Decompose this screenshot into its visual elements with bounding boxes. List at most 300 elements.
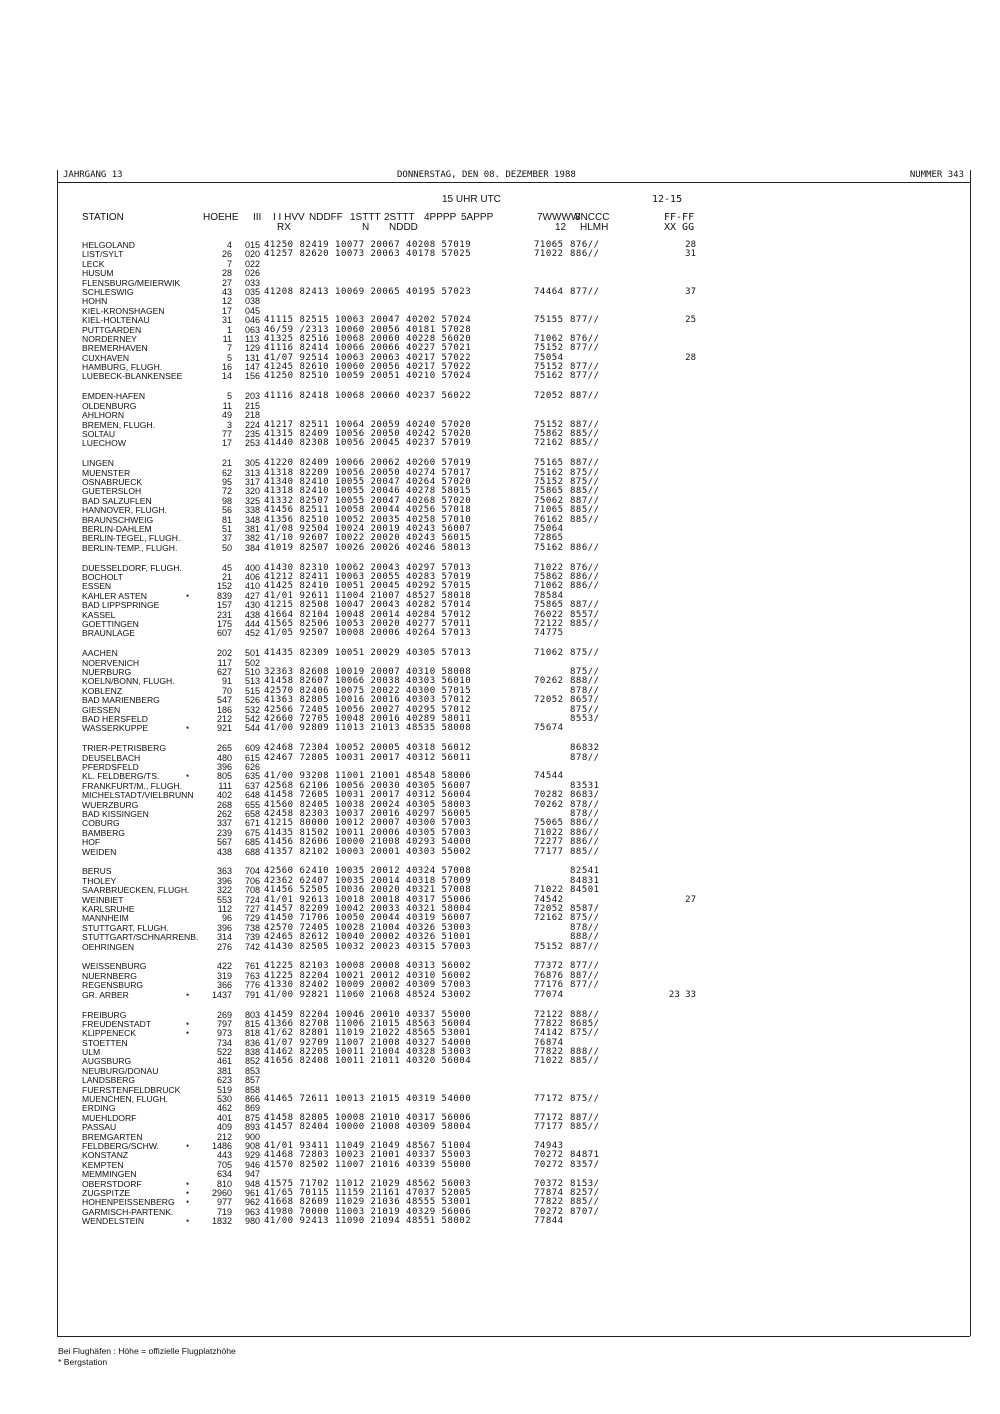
station-id: 763: [245, 970, 261, 981]
station-id: 113: [245, 333, 260, 344]
station-name: KONSTANZ: [82, 1150, 129, 1161]
station-height: 11: [222, 333, 232, 344]
station-id: 724: [245, 894, 261, 905]
observation-groups: 42570 72405 10028 21004 40326 53003: [264, 922, 472, 933]
station-name: MICHELSTADT/VIELBRUNN: [82, 790, 194, 801]
station-row: [0, 307, 1000, 316]
observation-groups: 42465 82612 10040 20002 40326 51001: [264, 932, 472, 943]
mountain-marker: •: [186, 1028, 190, 1039]
station-id: 063: [245, 324, 261, 335]
observation-groups: 41465 72611 10013 21015 40319 54000: [264, 1094, 472, 1105]
station-id: 430: [245, 600, 261, 611]
station-group: [0, 564, 1000, 639]
station-id: 542: [245, 713, 261, 724]
station-row: [0, 1180, 1000, 1189]
station-row: [0, 582, 1000, 591]
station-height: 268: [216, 799, 232, 810]
station-id: 320: [245, 486, 261, 497]
frame-top-rule: [57, 182, 970, 183]
footnote-airport: Bei Flughäfen : Höhe = offizielle Flugplatzhöhe: [58, 1346, 236, 1356]
station-row: [0, 905, 1000, 914]
weather-group: 77844: [534, 1216, 564, 1227]
station-id: 438: [245, 609, 261, 620]
station-id: 515: [245, 685, 261, 696]
station-name: BREMGARTEN: [82, 1131, 143, 1142]
station-id: 609: [245, 743, 261, 754]
station-height: 16: [221, 362, 232, 373]
observation-groups: 41430 82505 10032 20023 40315 57003: [264, 941, 472, 952]
station-height: 705: [216, 1159, 232, 1170]
station-height: 422: [216, 961, 232, 972]
observation-groups: 41116 82418 10068 20060 40237 56022: [264, 391, 472, 402]
weather-group: 70262: [534, 676, 564, 687]
cloud-group: 887//: [570, 941, 600, 952]
station-height: 462: [216, 1103, 232, 1114]
header-utc: 15 UHR UTC: [442, 194, 501, 205]
station-height: 202: [216, 648, 232, 659]
station-row: [0, 469, 1000, 478]
observation-groups: 41325 82516 10068 20060 40228 56020: [264, 333, 472, 344]
gust-group: 37: [685, 286, 696, 297]
station-height: 28: [221, 268, 232, 279]
cloud-group: 886//: [570, 837, 600, 848]
station-name: LUECHOW: [82, 438, 126, 449]
station-height: 262: [216, 808, 232, 819]
station-name: LANDSBERG: [82, 1075, 136, 1086]
weather-group: 72122: [534, 618, 564, 629]
station-row: [0, 421, 1000, 430]
weather-group: 77074: [534, 989, 564, 1000]
cloud-group: 82541: [570, 866, 600, 877]
station-row: [0, 1123, 1000, 1132]
station-name: FELDBERG/SCHW.: [82, 1140, 159, 1151]
station-height: 5: [226, 391, 232, 402]
weather-group: 74775: [534, 628, 564, 639]
cloud-group: 84871: [570, 1150, 600, 1161]
station-row: [0, 744, 1000, 753]
cloud-group: 885//: [570, 1056, 600, 1067]
station-height: 21: [221, 458, 232, 469]
station-height: 381: [216, 1065, 232, 1076]
station-name: HOF: [82, 837, 101, 848]
station-id: 452: [245, 628, 261, 639]
observation-groups: 41215 82508 10047 20043 40282 57014: [264, 600, 472, 611]
station-row: [0, 1039, 1000, 1048]
station-row: [0, 715, 1000, 724]
weather-group: 75165: [534, 458, 564, 469]
station-id: 444: [245, 618, 261, 629]
station-row: [0, 1029, 1000, 1038]
station-id: 381: [245, 523, 261, 534]
station-row: [0, 896, 1000, 905]
station-row: [0, 724, 1000, 733]
station-group: [0, 962, 1000, 1000]
station-name: BAD KISSINGEN: [82, 808, 149, 819]
cloud-group: 8557/: [570, 609, 600, 620]
station-row: [0, 943, 1000, 952]
station-height: 175: [216, 618, 232, 629]
observation-groups: 41/10 92607 10022 20020 40243 56015: [264, 533, 472, 544]
station-height: 401: [216, 1112, 232, 1123]
station-id: 853: [245, 1065, 261, 1076]
station-height: 14: [221, 371, 232, 382]
station-name: TRIER-PETRISBERG: [82, 743, 167, 754]
station-row: [0, 316, 1000, 325]
station-height: 519: [216, 1084, 232, 1095]
issue-year: JAHRGANG 13: [63, 170, 123, 180]
weather-group: 75152: [534, 476, 564, 487]
observation-groups: 41459 82204 10046 20010 40337 55000: [264, 1009, 472, 1020]
station-row: [0, 402, 1000, 411]
mountain-marker: •: [186, 1197, 190, 1208]
station-id: 688: [245, 846, 261, 857]
cloud-group: 877//: [570, 343, 600, 354]
observation-groups: 41560 82405 10038 20024 40305 58003: [264, 799, 472, 810]
weather-group: 71062: [534, 333, 564, 344]
station-id: 215: [245, 400, 261, 411]
weather-group: 75162: [534, 467, 564, 478]
weather-group: 71062: [534, 648, 564, 659]
observation-groups: 41570 82502 11007 21016 40339 55000: [264, 1159, 472, 1170]
station-name: MUEHLDORF: [82, 1112, 137, 1123]
gust-group: 25: [685, 315, 696, 326]
station-name: KLIPPENECK: [82, 1028, 136, 1039]
observation-groups: 41458 72605 10031 20017 40312 56004: [264, 790, 472, 801]
observation-groups: 41575 71702 11012 21029 48562 56003: [264, 1178, 472, 1189]
station-name: BAD LIPPSPRINGE: [82, 600, 160, 611]
station-name: ULM: [82, 1047, 101, 1058]
weather-group: 75862: [534, 428, 564, 439]
cloud-group: 885//: [570, 618, 600, 629]
observation-groups: 41225 82204 10021 20012 40310 56002: [264, 970, 472, 981]
gust-group: 28: [685, 352, 696, 363]
station-name: OEHRINGEN: [82, 941, 135, 952]
station-name: HOHN: [82, 296, 108, 307]
station-name: KIEL-KRONSHAGEN: [82, 305, 165, 316]
observation-groups: 41430 82310 10062 20043 40297 57013: [264, 562, 472, 573]
issue-number: NUMMER 343: [909, 170, 964, 180]
weather-group: 75152: [534, 362, 564, 373]
station-height: 480: [216, 752, 232, 763]
cloud-group: 878//: [570, 685, 600, 696]
cloud-group: 875//: [570, 476, 600, 487]
station-row: [0, 335, 1000, 344]
station-height: 553: [216, 894, 232, 905]
station-name: BAD HERSFELD: [82, 713, 148, 724]
cloud-group: 877//: [570, 980, 600, 991]
observation-groups: 42568 62106 10056 20030 40305 56007: [264, 780, 472, 791]
cloud-group: 887//: [570, 419, 600, 430]
station-name: NUERNBERG: [82, 970, 137, 981]
header-1sttt: 1STTT: [350, 212, 381, 223]
cloud-group: 8357/: [570, 1159, 600, 1170]
station-height: 17: [221, 438, 232, 449]
cloud-group: 886//: [570, 818, 600, 829]
observation-groups: 42570 82406 10075 20022 40300 57015: [264, 685, 472, 696]
observation-groups: 41366 82708 11006 21015 48563 56004: [264, 1018, 472, 1029]
station-row: [0, 1142, 1000, 1151]
cloud-group: 8707/: [570, 1206, 600, 1217]
station-height: 51: [221, 523, 232, 534]
station-height: 977: [216, 1197, 232, 1208]
station-name: BOCHOLT: [82, 572, 123, 582]
observation-groups: 41/01 92611 11004 21007 48527 58018: [264, 590, 472, 601]
station-name: OBERSTDORF: [82, 1178, 142, 1189]
station-id: 427: [245, 590, 261, 601]
weather-group: 70272: [534, 1159, 564, 1170]
observation-groups: 41208 82413 10069 20065 40195 57023: [264, 286, 472, 297]
cloud-group: 885//: [570, 514, 600, 525]
station-id: 929: [245, 1150, 261, 1161]
station-id: 615: [245, 752, 261, 763]
observation-groups: 41225 82103 10008 20008 40313 56002: [264, 961, 472, 972]
mountain-marker: •: [186, 771, 190, 782]
station-height: 81: [221, 514, 232, 525]
station-group: [0, 649, 1000, 734]
station-id: 637: [245, 780, 261, 791]
station-id: 704: [245, 866, 261, 877]
station-height: 3: [226, 419, 232, 430]
weather-group: 71022: [534, 249, 564, 260]
observation-groups: 41357 82102 10003 20001 40303 55002: [264, 846, 472, 857]
station-height: 62: [221, 467, 232, 478]
station-height: 5: [226, 352, 232, 363]
weather-group: 72162: [534, 438, 564, 449]
cloud-group: 878//: [570, 799, 600, 810]
weather-group: 76162: [534, 514, 564, 525]
station-id: 317: [245, 476, 261, 487]
station-name: ZUGSPITZE: [82, 1187, 131, 1198]
gust-group: 27: [685, 894, 696, 905]
cloud-group: 885//: [570, 428, 600, 439]
station-id: 129: [245, 343, 261, 354]
station-row: [0, 288, 1000, 297]
observation-groups: 32363 82608 10019 20007 40310 58008: [264, 667, 472, 678]
observation-groups: 41250 82419 10077 20067 40208 57019: [264, 240, 472, 250]
mountain-marker: •: [186, 1140, 190, 1151]
observation-groups: 41457 82209 10042 20033 40321 58004: [264, 904, 472, 914]
cloud-group: 878//: [570, 752, 600, 763]
station-height: 37: [221, 533, 232, 544]
station-row: [0, 573, 1000, 582]
station-height: 1832: [211, 1216, 232, 1227]
station-name: ESSEN: [82, 581, 112, 592]
station-row: [0, 260, 1000, 269]
station-row: [0, 801, 1000, 810]
station-id: 761: [245, 961, 261, 972]
observation-groups: 46/59 /2313 10060 20056 40181 57028: [264, 324, 472, 335]
weather-group: 77372: [534, 961, 564, 972]
observation-groups: 41468 72803 10023 21001 40337 55003: [264, 1150, 472, 1161]
station-id: 026: [245, 268, 261, 279]
station-height: 337: [216, 818, 232, 829]
cloud-group: 888//: [570, 676, 600, 687]
mountain-marker: •: [186, 1018, 190, 1029]
station-name: HUSUM: [82, 268, 114, 279]
station-id: 893: [245, 1122, 261, 1133]
station-id: 382: [245, 533, 261, 544]
observation-groups: 41/62 82801 11019 21022 48565 53001: [264, 1028, 472, 1039]
weather-group: 76876: [534, 970, 564, 981]
cloud-group: 8657/: [570, 695, 600, 706]
station-name: SOLTAU: [82, 428, 116, 439]
station-name: FLENSBURG/MEIERWIK: [82, 277, 181, 288]
observation-groups: 41/05 92507 10008 20006 40264 57013: [264, 628, 472, 639]
station-name: KOELN/BONN, FLUGH.: [82, 676, 175, 687]
station-name: WUERZBURG: [82, 799, 139, 810]
weather-group: 77822: [534, 1197, 564, 1208]
weather-group: 72865: [534, 533, 564, 544]
station-id: 033: [245, 277, 261, 288]
station-height: 1: [226, 324, 232, 335]
header-nddd: NDDD: [389, 222, 418, 233]
station-id: 852: [245, 1056, 261, 1067]
station-height: 212: [216, 1131, 232, 1142]
header-station: STATION: [82, 212, 124, 223]
station-height: 623: [216, 1075, 232, 1086]
weather-group: 75674: [534, 723, 564, 734]
station-name: LECK: [82, 258, 105, 269]
cloud-group: 876//: [570, 562, 600, 573]
station-id: 038: [245, 296, 261, 307]
station-id: 685: [245, 837, 261, 848]
station-group: [0, 241, 1000, 382]
cloud-group: 875//: [570, 667, 600, 678]
station-name: BERLIN-TEGEL, FLUGH.: [82, 533, 181, 544]
cloud-group: 8587/: [570, 904, 600, 914]
station-height: 7: [226, 343, 232, 354]
station-height: 152: [216, 581, 232, 592]
station-row: [0, 1151, 1000, 1160]
station-height: 91: [221, 676, 232, 687]
cloud-group: 877//: [570, 362, 600, 373]
station-id: 738: [245, 922, 261, 933]
weather-group: 77177: [534, 846, 564, 857]
station-id: 838: [245, 1047, 261, 1058]
weather-group: 71022: [534, 1056, 564, 1067]
cloud-group: 888//: [570, 932, 600, 943]
station-id: 818: [245, 1028, 261, 1039]
station-name: DEUSELBACH: [82, 752, 141, 763]
station-id: 526: [245, 695, 261, 706]
header-range: 12-15: [652, 194, 683, 205]
station-height: 72: [221, 486, 232, 497]
observation-groups: 41435 81502 10011 20006 40305 57003: [264, 827, 472, 838]
cloud-group: 84501: [570, 885, 600, 896]
station-row: [0, 611, 1000, 620]
observation-groups: 41980 70000 11003 21019 40329 56006: [264, 1206, 472, 1217]
observation-groups: 41215 80000 10012 20007 40300 57003: [264, 818, 472, 829]
header-hlmh: HLMH: [580, 222, 609, 233]
weather-group: 72162: [534, 913, 564, 924]
station-id: 147: [245, 362, 261, 373]
station-name: MANNHEIM: [82, 913, 129, 924]
observation-groups: 42362 62407 10035 20014 40318 57009: [264, 875, 472, 886]
weather-group: 77172: [534, 1094, 564, 1105]
cloud-group: 8683/: [570, 790, 600, 801]
station-height: 111: [218, 780, 232, 791]
station-name: AHLHORN: [82, 410, 125, 421]
mountain-marker: •: [186, 1178, 190, 1189]
station-name: WEIDEN: [82, 846, 117, 857]
cloud-group: 8257/: [570, 1187, 600, 1198]
station-id: 803: [245, 1009, 261, 1020]
weather-group: 70282: [534, 790, 564, 801]
station-height: 2960: [211, 1187, 232, 1198]
weather-group: 75054: [534, 352, 564, 363]
station-row: [0, 981, 1000, 990]
station-height: 231: [216, 609, 232, 620]
weather-group: 77822: [534, 1047, 564, 1058]
station-row: [0, 241, 1000, 250]
station-height: 4: [226, 240, 232, 250]
station-name: SCHLESWIG: [82, 286, 134, 297]
station-name: OSNABRUECK: [82, 476, 143, 487]
weather-group: 77176: [534, 980, 564, 991]
station-height: 805: [216, 771, 232, 782]
cloud-group: 84831: [570, 875, 600, 886]
station-name: KEMPTEN: [82, 1159, 124, 1170]
observation-groups: 41340 82410 10055 20047 40264 57020: [264, 476, 472, 487]
station-row: [0, 1067, 1000, 1076]
station-row: [0, 430, 1000, 439]
weather-group: 77822: [534, 1018, 564, 1029]
station-height: 396: [216, 922, 232, 933]
observation-groups: 41220 82409 10066 20062 40260 57019: [264, 458, 472, 469]
station-height: 7: [226, 258, 232, 269]
station-id: 706: [245, 875, 261, 886]
header-4pppp: 4PPPP: [424, 212, 457, 223]
station-name: GOETTINGEN: [82, 618, 139, 629]
station-row: [0, 867, 1000, 876]
weather-group: 70262: [534, 799, 564, 810]
station-name: GARMISCH-PARTENK.: [82, 1206, 174, 1217]
station-id: 791: [245, 989, 261, 1000]
station-name: COBURG: [82, 818, 120, 829]
station-id: 658: [245, 808, 261, 819]
station-row: [0, 279, 1000, 288]
station-id: 501: [245, 648, 261, 659]
header-iihvv: I I HVV: [273, 212, 305, 223]
station-height: 396: [216, 875, 232, 886]
station-id: 675: [245, 827, 261, 838]
observation-groups: 41456 82606 10000 21008 40293 54000: [264, 837, 472, 848]
weather-group: 71022: [534, 827, 564, 838]
observation-groups: 41425 82410 10051 20045 40292 57015: [264, 581, 472, 592]
station-name: BRAUNLAGE: [82, 628, 136, 639]
station-id: 338: [245, 505, 261, 516]
observation-groups: 41257 82620 10073 20063 40178 57025: [264, 249, 472, 260]
weather-group: 71062: [534, 581, 564, 592]
station-height: 363: [216, 866, 232, 877]
cloud-group: 886//: [570, 542, 600, 553]
station-id: 131: [245, 352, 261, 363]
station-row: [0, 962, 1000, 971]
station-name: MUENSTER: [82, 467, 131, 478]
cloud-group: 885//: [570, 1122, 600, 1133]
station-id: 045: [245, 305, 261, 316]
weather-group: 70372: [534, 1178, 564, 1189]
station-id: 035: [245, 286, 261, 297]
station-id: 224: [245, 419, 261, 430]
weather-group: 75862: [534, 572, 564, 582]
weather-group: 75162: [534, 371, 564, 382]
station-height: 265: [216, 743, 232, 754]
header-5appp: 5APPP: [461, 212, 494, 223]
observation-groups: 41458 82607 10066 20038 40303 56010: [264, 676, 472, 687]
station-id: 253: [245, 438, 261, 449]
station-name: MUENCHEN, FLUGH.: [82, 1094, 168, 1105]
